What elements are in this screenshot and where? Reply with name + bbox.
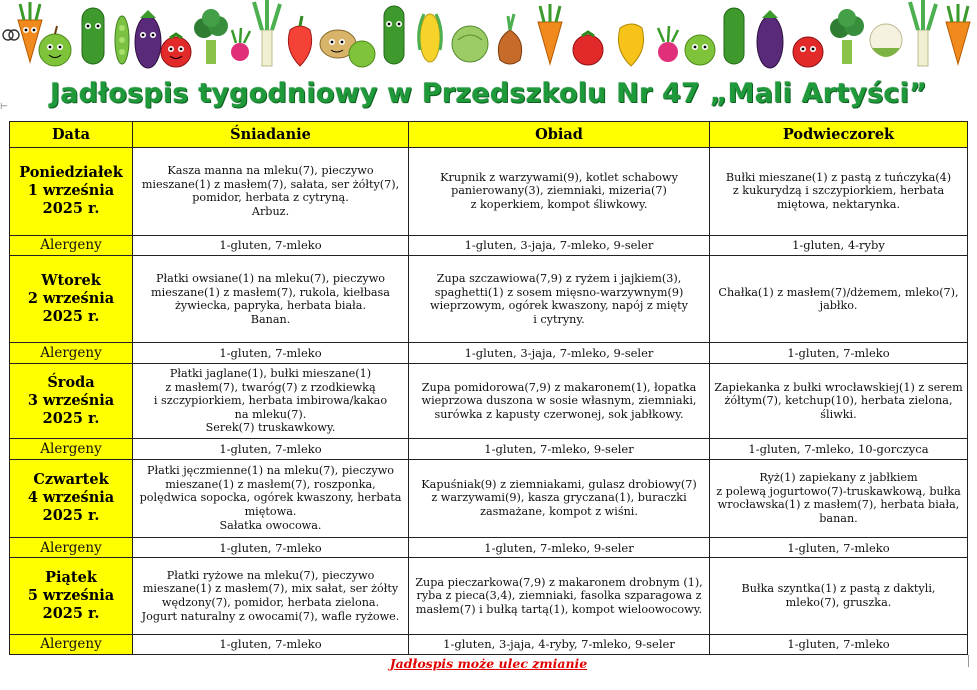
breakfast-cell xyxy=(133,558,409,634)
meal-line: Płatki jęczmienne(1) na mleku(7), pieczywo xyxy=(146,464,395,478)
meal-line: mieszane(1) z masłem(7), rukola, kiełbasa xyxy=(151,285,390,299)
breakfast-cell xyxy=(133,363,409,438)
meal-line: mieszane(1) z masłem(7), roszponka, xyxy=(165,477,376,491)
anchor-icon xyxy=(2,28,20,42)
meal-line: Sałatka owocowa. xyxy=(219,518,322,532)
corn-icon xyxy=(419,14,442,62)
allergens-snack: 1-gluten, 7-mleko xyxy=(710,634,968,654)
allergens-snack: 1-gluten, 7-mleko xyxy=(710,537,968,557)
meal-line: spaghetti(1) z sosem mięsno-warzywnym(9) xyxy=(434,285,684,299)
day-name: Poniedziałek xyxy=(19,164,123,182)
day-row xyxy=(10,363,968,438)
allergens-breakfast: 1-gluten, 7-mleko xyxy=(133,343,409,363)
meal-line: Kasza manna na mleku(7), pieczywo xyxy=(167,164,374,178)
snack-cell xyxy=(710,148,968,236)
meal-line: Zupa szczawiowa(7,9) z ryżem i jajkiem(3), xyxy=(436,271,682,285)
cucumber-icon xyxy=(384,6,404,64)
day-name: Środa xyxy=(47,373,95,391)
allergens-row xyxy=(10,343,968,363)
broccoli-icon xyxy=(194,9,228,64)
meal-line: zasmażane, kompot z wiśni. xyxy=(480,504,638,518)
snack-cell xyxy=(710,558,968,634)
meal-line: Ryż(1) zapiekany z jabłkiem xyxy=(759,471,918,484)
meal-line: ryba z pieca(3,4), ziemniaki, fasolka szparagowa z xyxy=(416,589,702,603)
header-lunch: Obiad xyxy=(409,122,710,148)
cucumber-icon xyxy=(724,8,744,64)
meal-line: na mleku(7). xyxy=(234,407,307,421)
carrot-icon xyxy=(18,2,42,62)
day-date: 4 września xyxy=(27,489,115,507)
day-year: 2025 r. xyxy=(42,308,100,326)
pea-pod-icon xyxy=(115,16,129,64)
carrot-icon xyxy=(946,4,970,64)
page-title: Jadłospis tygodniowy w Przedszkolu Nr 47 „Mali Artyści” xyxy=(49,78,928,109)
allergens-row xyxy=(10,235,968,255)
tomato-icon xyxy=(161,34,191,67)
eggplant-icon xyxy=(757,10,783,68)
meal-line: Zapiekanka z bułki wrocławskiej(1) z serem xyxy=(714,380,963,394)
meal-line: Banan. xyxy=(250,312,291,326)
meal-line: i cytryny. xyxy=(533,312,585,326)
day-cell xyxy=(10,363,133,438)
cabbage-icon xyxy=(452,26,488,62)
snack-cell xyxy=(710,459,968,537)
day-name: Wtorek xyxy=(41,272,101,290)
lunch-cell xyxy=(409,148,710,236)
day-row xyxy=(10,255,968,343)
radish-icon xyxy=(658,26,678,62)
header-date: Data xyxy=(10,122,133,148)
leek-icon xyxy=(910,0,936,66)
meal-line: Kapuśniak(9) z ziemniakami, gulasz drobiowy(7) xyxy=(421,477,697,491)
lunch-cell xyxy=(409,558,710,634)
breakfast-cell xyxy=(133,255,409,343)
allergens-lunch: 1-gluten, 7-mleko, 9-seler xyxy=(409,439,710,459)
scrollbar-edge xyxy=(968,655,977,667)
day-cell xyxy=(10,148,133,236)
meal-line: polędwica sopocka, ogórek kwaszony, herbata xyxy=(139,491,402,505)
meal-line: z polewą jogurtowo(7)-truskawkową, bułka xyxy=(716,484,961,498)
allergens-lunch: 1-gluten, 3-jaja, 4-ryby, 7-mleko, 9-seler xyxy=(409,634,710,654)
tomato-icon xyxy=(573,32,603,65)
meal-line: masłem(7) i bułką tartą(1), kompot wieloowocowy. xyxy=(415,602,703,616)
meal-line: Zupa pomidorowa(7,9) z makaronem(1), łopatka xyxy=(421,380,697,394)
meal-line: surówka z kapusty czerwonej, sok jabłkowy. xyxy=(434,407,684,421)
day-name: Czwartek xyxy=(33,471,109,489)
meal-line: miętowa, nektarynka. xyxy=(776,198,901,212)
allergens-label: Alergeny xyxy=(10,439,133,459)
meal-line: Arbuz. xyxy=(251,204,290,218)
breakfast-cell xyxy=(133,459,409,537)
allergens-lunch: 1-gluten, 3-jaja, 7-mleko, 9-seler xyxy=(409,235,710,255)
radish-icon xyxy=(231,28,250,61)
broccoli-icon xyxy=(830,9,864,64)
leek-icon xyxy=(254,0,280,66)
day-date: 1 września xyxy=(27,182,115,200)
allergens-breakfast: 1-gluten, 7-mleko xyxy=(133,537,409,557)
meal-line: z warzywami(9), kasza gryczana(1), buraczki xyxy=(431,491,687,505)
meal-line: Bułki mieszane(1) z pastą z tuńczyka(4) xyxy=(725,170,952,184)
meal-line: żółtym(7), ketchup(10), herbata zielona, xyxy=(724,394,953,408)
header-snack: Podwieczorek xyxy=(710,122,968,148)
header-row xyxy=(10,122,968,148)
cauliflower-icon xyxy=(870,24,902,57)
meal-line: Płatki owsiane(1) na mleku(7), pieczywo xyxy=(155,271,386,285)
meal-line: z koperkiem, kompot śliwkowy. xyxy=(470,198,648,212)
meal-line: banan. xyxy=(819,511,858,525)
breakfast-cell xyxy=(133,148,409,236)
day-date: 2 września xyxy=(27,290,115,308)
snack-cell xyxy=(710,255,968,343)
day-row xyxy=(10,459,968,537)
pepper-icon xyxy=(618,24,643,66)
day-year: 2025 r. xyxy=(42,409,100,427)
apple-icon xyxy=(39,26,71,66)
day-row xyxy=(10,148,968,236)
meal-line: Jogurt naturalny z owocami(7), wafle ryżowe. xyxy=(141,609,400,623)
allergens-label: Alergeny xyxy=(10,235,133,255)
meal-line: śliwki. xyxy=(820,407,857,421)
meal-line: z kukurydzą i szczypiorkiem, herbata xyxy=(732,184,945,198)
menu-change-note: Jadłospis może ulec zmianie xyxy=(389,656,588,671)
header-breakfast: Śniadanie xyxy=(133,122,409,148)
meal-line: mleko(7), gruszka. xyxy=(785,595,892,609)
meal-line: miętowa. xyxy=(244,504,297,518)
meal-line: wrocławska(1) z masłem(7), herbata biała, xyxy=(717,498,960,512)
meal-line: mieszane(1) z masłem(7), mix sałat, ser żółty xyxy=(142,582,399,596)
meal-line: Krupnik z warzywami(9), kotlet schabowy xyxy=(440,170,678,184)
day-name: Piątek xyxy=(45,568,97,586)
day-row xyxy=(10,558,968,634)
meal-line: wieprzowym, ogórek kwaszony, napój z mięty xyxy=(430,299,688,313)
day-date: 3 września xyxy=(27,391,115,409)
day-cell xyxy=(10,255,133,343)
meal-line: i szczypiorkiem, herbata imbirowa/kakao xyxy=(153,394,388,408)
snack-cell xyxy=(710,363,968,438)
meal-line: Zupa pieczarkowa(7,9) z makaronem drobnym (1), xyxy=(415,575,703,589)
meal-line: z masłem(7), twaróg(7) z rzodkiewką xyxy=(165,380,376,394)
meal-line: żywiecka, papryka, herbata biała. xyxy=(174,299,367,313)
apple-icon xyxy=(349,41,375,67)
apple-icon xyxy=(685,35,715,65)
allergens-row xyxy=(10,439,968,459)
meal-line: pomidor, herbata z cytryną. xyxy=(192,191,349,205)
meal-line: panierowany(3), ziemniaki, mizeria(7) xyxy=(451,184,667,198)
meal-line: Płatki ryżowe na mleku(7), pieczywo xyxy=(166,568,375,582)
day-cell xyxy=(10,459,133,537)
allergens-row xyxy=(10,537,968,557)
weekly-menu-table xyxy=(9,121,968,655)
meal-line: wędzony(7), pomidor, herbata zielona. xyxy=(161,595,380,609)
lunch-cell xyxy=(409,255,710,343)
meal-line: Serek(7) truskawkowy. xyxy=(205,421,336,435)
allergens-label: Alergeny xyxy=(10,343,133,363)
allergens-snack: 1-gluten, 7-mleko xyxy=(710,343,968,363)
eggplant-icon xyxy=(135,10,161,68)
allergens-lunch: 1-gluten, 3-jaja, 7-mleko, 9-seler xyxy=(409,343,710,363)
pepper-icon xyxy=(288,16,311,66)
meal-line: wieprzowa duszona w sosie własnym, ziemniaki, xyxy=(421,394,697,408)
vegetable-banner xyxy=(0,0,977,70)
paragraph-marker-icon: ⊢ xyxy=(0,102,8,112)
meal-line: Płatki jaglane(1), bułki mieszane(1) xyxy=(169,366,372,380)
allergens-label: Alergeny xyxy=(10,634,133,654)
onion-icon xyxy=(498,14,521,64)
allergens-lunch: 1-gluten, 7-mleko, 9-seler xyxy=(409,537,710,557)
allergens-breakfast: 1-gluten, 7-mleko xyxy=(133,439,409,459)
meal-line: jabłko. xyxy=(819,299,858,313)
allergens-breakfast: 1-gluten, 7-mleko xyxy=(133,235,409,255)
day-cell xyxy=(10,558,133,634)
meal-line: Bułka szyntka(1) z pastą z daktyli, xyxy=(741,582,936,596)
meal-line: mieszane(1) z masłem(7), sałata, ser żółty(7), xyxy=(141,177,400,191)
carrot-icon xyxy=(538,4,562,64)
allergens-snack: 1-gluten, 7-mleko, 10-gorczyca xyxy=(710,439,968,459)
day-year: 2025 r. xyxy=(42,200,100,218)
day-date: 5 września xyxy=(27,586,115,604)
allergens-breakfast: 1-gluten, 7-mleko xyxy=(133,634,409,654)
cucumber-icon xyxy=(82,8,104,64)
meal-line: Chałka(1) z masłem(7)/dżemem, mleko(7), xyxy=(718,285,959,299)
allergens-row xyxy=(10,634,968,654)
lunch-cell xyxy=(409,459,710,537)
day-year: 2025 r. xyxy=(42,604,100,622)
allergens-snack: 1-gluten, 4-ryby xyxy=(710,235,968,255)
tomato-icon xyxy=(793,37,823,67)
day-year: 2025 r. xyxy=(42,507,100,525)
lunch-cell xyxy=(409,363,710,438)
allergens-label: Alergeny xyxy=(10,537,133,557)
